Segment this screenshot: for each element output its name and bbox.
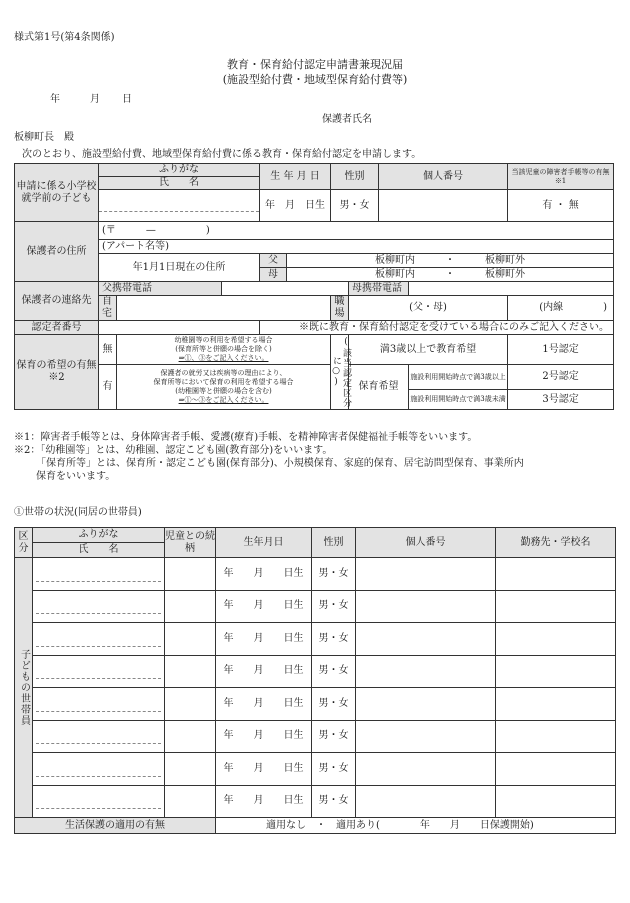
hh-side-label: 子どもの世帯員 bbox=[15, 558, 33, 818]
hh-id-number-field[interactable] bbox=[356, 590, 496, 623]
mother-mobile-label: 母携帯電話 bbox=[349, 282, 409, 296]
gender-header: 性別 bbox=[331, 164, 379, 190]
hh-name-field[interactable] bbox=[33, 688, 165, 721]
hh-workplace-field[interactable] bbox=[496, 720, 616, 753]
hope-label: 保育の希望の有無 ※2 bbox=[15, 335, 99, 410]
table-row bbox=[15, 558, 616, 591]
cert-number-field[interactable] bbox=[99, 321, 260, 335]
mother-town-choice[interactable]: 板柳町内 ・ 板柳町外 bbox=[287, 268, 614, 282]
hh-gender-field[interactable]: 男・女 bbox=[312, 753, 356, 786]
household-table bbox=[14, 527, 616, 834]
id-number-header: 個人番号 bbox=[379, 164, 508, 190]
hh-name-field[interactable] bbox=[33, 558, 165, 591]
page-subtitle: (施設型給付費・地域型保育給付費等) bbox=[222, 73, 408, 86]
hh-birthdate-field[interactable]: 年 月 日生 bbox=[216, 655, 312, 688]
cert-number-label: 認定者番号 bbox=[15, 321, 99, 335]
father-mobile-field[interactable] bbox=[222, 282, 349, 296]
applicable-label: (該当認定区分に○) bbox=[331, 336, 352, 408]
hh-id-number-field[interactable] bbox=[356, 753, 496, 786]
birthdate-header: 生 年 月 日 bbox=[260, 164, 331, 190]
hh-workplace-header: 勤務先・学校名 bbox=[496, 528, 616, 558]
date-day-label: 日 bbox=[122, 94, 132, 105]
hh-gender-field[interactable]: 男・女 bbox=[312, 688, 356, 721]
child-name-field[interactable] bbox=[99, 190, 260, 222]
mother-mobile-field[interactable] bbox=[409, 282, 614, 296]
hh-relation-field[interactable] bbox=[165, 688, 216, 721]
contact-label: 保護者の連絡先 bbox=[15, 282, 99, 321]
disability-choice[interactable]: 有 ・ 無 bbox=[508, 190, 614, 222]
name-header: 氏 名 bbox=[99, 177, 260, 190]
note-2: ※2：「幼稚園等」とは、幼稚園、認定こども園(教育部分)をいいます。 bbox=[14, 445, 333, 456]
hh-workplace-field[interactable] bbox=[496, 785, 616, 818]
under3-label: 施設利用開始時点で満3歳未満 bbox=[409, 390, 508, 410]
extension-field[interactable]: (内線 ) bbox=[508, 296, 614, 321]
table-row bbox=[15, 753, 616, 786]
cert1-option[interactable]: 1号認定 bbox=[508, 335, 614, 365]
hh-gender-field[interactable]: 男・女 bbox=[312, 720, 356, 753]
hh-workplace-field[interactable] bbox=[496, 558, 616, 591]
care-hope-label: 保育希望 bbox=[349, 365, 409, 410]
hh-birthdate-field[interactable]: 年 月 日生 bbox=[216, 688, 312, 721]
hh-relation-header: 児童との続柄 bbox=[165, 528, 216, 558]
page-title: 教育・保育給付認定申請書兼現況届 bbox=[227, 58, 403, 71]
child-gender-field[interactable]: 男・女 bbox=[331, 190, 379, 222]
address-label: 保護者の住所 bbox=[15, 222, 99, 282]
hh-relation-field[interactable] bbox=[165, 558, 216, 591]
hope-yes-desc: 保護者の就労又は疾病等の理由により、 保育所等において保育の利用を希望する場合 (幼稚園等と併願の場合を含む) ⇒①～③をご記入ください。 bbox=[117, 365, 331, 410]
hh-birthdate-field[interactable]: 年 月 日生 bbox=[216, 558, 312, 591]
jan1-address-label: 年1月1日現在の住所 bbox=[99, 254, 260, 282]
hh-birthdate-header: 生年月日 bbox=[216, 528, 312, 558]
hh-workplace-field[interactable] bbox=[496, 623, 616, 656]
welfare-label: 生活保護の適用の有無 bbox=[15, 818, 216, 834]
disability-header: 当該児童の障害者手帳等の有無※1 bbox=[508, 164, 614, 190]
father-label: 父 bbox=[260, 254, 287, 268]
hh-relation-field[interactable] bbox=[165, 785, 216, 818]
home-label: 自宅 bbox=[99, 296, 117, 321]
hh-relation-field[interactable] bbox=[165, 590, 216, 623]
table-row bbox=[15, 590, 616, 623]
child-id-number-field[interactable] bbox=[379, 190, 508, 222]
hh-category-header: 区分 bbox=[15, 528, 33, 558]
hh-furigana-header: ふりがな bbox=[33, 528, 165, 543]
hh-gender-header: 性別 bbox=[312, 528, 356, 558]
furigana-header: ふりがな bbox=[99, 164, 260, 177]
table-row bbox=[15, 785, 616, 818]
hh-relation-field[interactable] bbox=[165, 655, 216, 688]
work-label: 職場 bbox=[331, 296, 349, 321]
over3-label: 施設利用開始時点で満3歳以上 bbox=[409, 365, 508, 390]
hope-none[interactable]: 無 bbox=[99, 335, 117, 365]
father-town-choice[interactable]: 板柳町内 ・ 板柳町外 bbox=[287, 254, 614, 268]
hh-name-field[interactable] bbox=[33, 655, 165, 688]
form-number: 様式第1号(第4条関係) bbox=[14, 32, 115, 43]
hh-birthdate-field[interactable]: 年 月 日生 bbox=[216, 753, 312, 786]
date-year-label: 年 bbox=[50, 94, 60, 105]
hh-id-number-field[interactable] bbox=[356, 785, 496, 818]
note-4: 保育をいいます。 bbox=[36, 471, 116, 482]
hh-relation-field[interactable] bbox=[165, 720, 216, 753]
note-1: ※1：障害者手帳等とは、身体障害者手帳、愛護(療育)手帳、を精神障害者保健福祉手帳等をいいます。 bbox=[14, 432, 478, 443]
hope-yes[interactable]: 有 bbox=[99, 365, 117, 410]
table-row bbox=[15, 655, 616, 688]
postal-field[interactable]: (〒 — ) bbox=[99, 222, 614, 240]
hh-birthdate-field[interactable]: 年 月 日生 bbox=[216, 590, 312, 623]
cert2-option[interactable]: 2号認定 bbox=[508, 365, 614, 390]
application-table bbox=[14, 163, 614, 410]
intro-text: 次のとおり、施設型給付費、地域型保育給付費に係る教育・保育給付認定を申請します。 bbox=[22, 149, 422, 160]
child-birthdate-field[interactable]: 年 月 日生 bbox=[260, 190, 331, 222]
hh-id-number-field[interactable] bbox=[356, 623, 496, 656]
father-mobile-label: 父携帯電話 bbox=[99, 282, 222, 296]
hope-none-desc: 幼稚園等の利用を希望する場合 (保育所等と併願の場合を除く) ⇒①、③をご記入ください。 bbox=[117, 335, 331, 365]
hh-gender-field[interactable]: 男・女 bbox=[312, 558, 356, 591]
cert-number-note: ※既に教育・保育給付認定を受けている場合にのみご記入ください。 bbox=[260, 321, 614, 335]
table-row bbox=[15, 720, 616, 753]
household-section-title: ①世帯の状況(同居の世帯員) bbox=[14, 507, 142, 518]
hh-gender-field[interactable]: 男・女 bbox=[312, 590, 356, 623]
hh-id-number-field[interactable] bbox=[356, 720, 496, 753]
hh-relation-field[interactable] bbox=[165, 753, 216, 786]
hh-name-field[interactable] bbox=[33, 590, 165, 623]
hh-relation-field[interactable] bbox=[165, 623, 216, 656]
table-row bbox=[15, 688, 616, 721]
hh-id-number-field[interactable] bbox=[356, 688, 496, 721]
hh-birthdate-field[interactable]: 年 月 日生 bbox=[216, 623, 312, 656]
apartment-field[interactable]: (アパート名等) bbox=[99, 240, 614, 254]
edu-hope-label: 満3歳以上で教育希望 bbox=[349, 335, 508, 365]
hh-name-field[interactable] bbox=[33, 785, 165, 818]
mother-label: 母 bbox=[260, 268, 287, 282]
hh-gender-field[interactable]: 男・女 bbox=[312, 623, 356, 656]
hh-workplace-field[interactable] bbox=[496, 688, 616, 721]
hh-gender-field[interactable]: 男・女 bbox=[312, 655, 356, 688]
child-label: 申請に係る小学校就学前の子ども bbox=[15, 164, 99, 222]
hh-gender-field[interactable]: 男・女 bbox=[312, 785, 356, 818]
hh-name-field[interactable] bbox=[33, 720, 165, 753]
home-phone-field[interactable] bbox=[117, 296, 331, 321]
hh-workplace-field[interactable] bbox=[496, 590, 616, 623]
hh-name-header: 氏 名 bbox=[33, 543, 165, 558]
hh-birthdate-field[interactable]: 年 月 日生 bbox=[216, 785, 312, 818]
work-parent-choice[interactable]: (父・母) bbox=[349, 296, 508, 321]
cert3-option[interactable]: 3号認定 bbox=[508, 390, 614, 410]
guardian-name-label: 保護者氏名 bbox=[322, 114, 372, 125]
hh-workplace-field[interactable] bbox=[496, 753, 616, 786]
hh-birthdate-field[interactable]: 年 月 日生 bbox=[216, 720, 312, 753]
hh-workplace-field[interactable] bbox=[496, 655, 616, 688]
hh-name-field[interactable] bbox=[33, 623, 165, 656]
hh-name-field[interactable] bbox=[33, 753, 165, 786]
addressee: 板柳町長 殿 bbox=[14, 132, 74, 143]
note-3: 「保育所等」とは、保育所・認定こども園(保育部分)、小規模保育、家庭的保育、居宅訪問型保育、事業所内 bbox=[36, 458, 524, 469]
table-row bbox=[15, 623, 616, 656]
hh-id-number-field[interactable] bbox=[356, 655, 496, 688]
date-month-label: 月 bbox=[90, 94, 100, 105]
welfare-choice[interactable]: 適用なし ・ 適用あり( 年 月 日保護開始) bbox=[216, 818, 616, 834]
hh-id-number-header: 個人番号 bbox=[356, 528, 496, 558]
hh-id-number-field[interactable] bbox=[356, 558, 496, 591]
